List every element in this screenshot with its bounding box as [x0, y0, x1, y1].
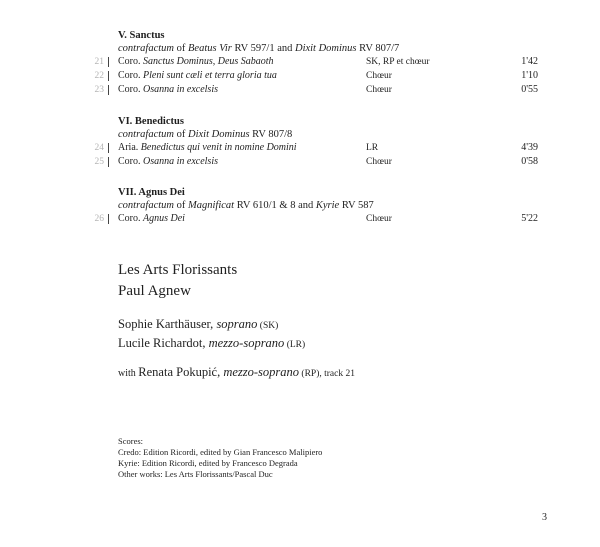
track-title: Coro. Osanna in excelsis [118, 156, 218, 167]
page-number: 3 [542, 512, 547, 523]
track-duration: 1'42 [521, 56, 538, 67]
track-divider [108, 85, 109, 95]
track-number: 25 [94, 157, 104, 167]
track-title: Coro. Pleni sunt cæli et terra gloria tua [118, 70, 277, 81]
section-subtitle: contrafactum of Dixit Dominus RV 807/8 [118, 129, 293, 140]
section-title: V. Sanctus [118, 30, 165, 41]
ensemble-block [118, 260, 237, 302]
track-title: Coro. Agnus Dei [118, 213, 185, 224]
scores-line: Kyrie: Edition Ricordi, edited by Francesco Degrada [118, 458, 298, 468]
section-agnus-dei [94, 186, 558, 226]
track-performers: Chœur [366, 71, 392, 81]
track-performers: Chœur [366, 85, 392, 95]
track-title: Coro. Sanctus Dominus, Deus Sabaoth [118, 56, 274, 67]
soloists-block [118, 316, 305, 354]
section-title: VI. Benedictus [118, 116, 184, 127]
track-performers: LR [366, 143, 379, 153]
scores-credits [118, 436, 322, 480]
track-duration: 1'10 [521, 70, 538, 81]
ensemble-name: Les Arts Florissants [118, 262, 238, 278]
track-title: Aria. Benedictus qui venit in nomine Domini [118, 142, 297, 153]
track-duration: 5'22 [521, 213, 538, 224]
track-row [94, 69, 558, 83]
section-title: VII. Agnus Dei [118, 187, 185, 198]
track-number: 26 [94, 214, 104, 224]
scores-heading: Scores: [118, 436, 144, 446]
track-divider [108, 157, 109, 167]
track-row [94, 141, 558, 155]
track-row [94, 55, 558, 69]
track-duration: 0'55 [521, 84, 538, 95]
soloist-line: Sophie Karthäuser, soprano (SK) [118, 317, 279, 331]
track-divider [108, 214, 109, 224]
scores-line: Other works: Les Arts Florissants/Pascal Duc [118, 469, 273, 479]
section-subtitle: contrafactum of Beatus Vir RV 597/1 and Dixit Dominus RV 807/7 [118, 43, 400, 54]
track-performers: SK, RP et chœur [366, 57, 430, 67]
track-row [94, 212, 558, 226]
track-divider [108, 57, 109, 67]
track-number: 24 [94, 143, 104, 153]
track-divider [108, 143, 109, 153]
track-row [94, 83, 558, 97]
track-number: 21 [94, 57, 104, 67]
guest-soloist-line: with Renata Pokupić, mezzo-soprano (RP), track 21 [118, 365, 355, 379]
soloist-line: Lucile Richardot, mezzo-soprano (LR) [118, 336, 306, 350]
section-benedictus [94, 115, 558, 169]
scores-line: Credo: Edition Ricordi, edited by Gian Francesco Malipiero [118, 447, 323, 457]
track-divider [108, 71, 109, 81]
track-duration: 4'39 [521, 142, 538, 153]
track-number: 22 [94, 71, 104, 81]
track-duration: 0'58 [521, 156, 538, 167]
section-sanctus [94, 29, 558, 97]
track-row [94, 155, 558, 169]
conductor-name: Paul Agnew [118, 283, 191, 299]
track-title: Coro. Osanna in excelsis [118, 84, 218, 95]
track-number: 23 [94, 85, 104, 95]
track-performers: Chœur [366, 157, 392, 167]
section-subtitle: contrafactum of Magnificat RV 610/1 & 8 and Kyrie RV 587 [118, 200, 374, 211]
track-performers: Chœur [366, 214, 392, 224]
